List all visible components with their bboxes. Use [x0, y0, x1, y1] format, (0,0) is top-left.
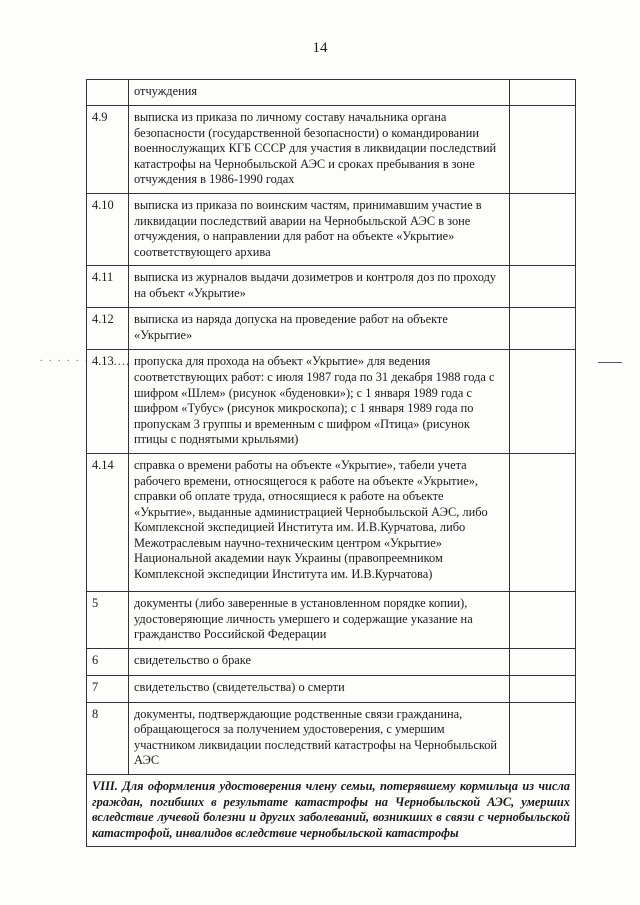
row-text: отчуждения	[129, 80, 510, 106]
row-mark-cell	[510, 80, 576, 106]
row-text: выписка из приказа по воинским частям, принимавшим участие в ликвидации последствий аварии на Чернобыльской АЭС в зоне отчуждения, о направлении для работ на объекте «Укрытие» соответствующего архива	[129, 193, 510, 265]
row-number: 4.14	[87, 453, 129, 591]
row-text: выписка из наряда допуска на проведение работ на объекте «Укрытие»	[129, 308, 510, 350]
table-row	[87, 453, 576, 591]
row-number	[87, 80, 129, 106]
row-number: 4.12	[87, 308, 129, 350]
margin-dots-mark: . . . . . .	[40, 353, 90, 364]
row-mark-cell	[510, 350, 576, 454]
row-number: 6	[87, 648, 129, 675]
table-row	[87, 193, 576, 265]
row-mark-cell	[510, 675, 576, 702]
row-number-text: 4.13	[92, 354, 114, 369]
table-row	[87, 266, 576, 308]
section-heading: VIII. Для оформления удостоверения члену семьи, потерявшему кормильца из числа граждан, погибших в результате катастрофы на Чернобыльской АЭС, умерших вследствие лучевой болезни и других заболеваний, возникших в связи с чернобыльской катастрофой, инвалидов вследствие чернобыльской катастрофы	[87, 775, 576, 847]
page-number: 14	[312, 40, 328, 56]
row-text: свидетельство о браке	[129, 648, 510, 675]
row-mark-cell	[510, 648, 576, 675]
row-number: 4.10	[87, 193, 129, 265]
row-mark-cell	[510, 591, 576, 648]
row-text: пропуска для прохода на объект «Укрытие» для ведения соответствующих работ: с июля 1987 года по 31 декабря 1988 года с шифром «Шлем» (рисунок «буденовки»); с 1 января 1989 года с шифром «Тубус» (рисунок микроскопа); с 1 января 1989 года по пропускам 3 группы и временным с шифром «Птица» (рисунок птицы с поднятыми крыльями)	[129, 350, 510, 454]
table-row	[87, 350, 576, 454]
row-number: 4.11	[87, 266, 129, 308]
row-mark-cell	[510, 702, 576, 774]
table-row	[87, 308, 576, 350]
row-mark-cell	[510, 193, 576, 265]
row-text: справка о времени работы на объекте «Укрытие», табели учета рабочего времени, относящегося к работе на объекте «Укрытие», справки об оплате труда, относящиеся к работе на объекте «Укрытие», выданные администрацией Чернобыльской АЭС, либо Комплексной экспедицией Института им. И.В.Курчатова, либо Межотраслевым научно-техническим центром «Укрытие» Национальной академии наук Украины (правопреемником Комплексной экспедиции Института им. И.В.Курчатова)	[129, 453, 510, 591]
row-mark-cell	[510, 266, 576, 308]
table-row	[87, 80, 576, 106]
table-row	[87, 648, 576, 675]
table-row	[87, 675, 576, 702]
row-number	[87, 350, 129, 454]
row-number: 4.9	[87, 106, 129, 194]
row-text: выписка из журналов выдачи дозиметров и контроля доз по проходу на объект «Укрытие»	[129, 266, 510, 308]
documents-table	[86, 79, 576, 847]
row-number: 5	[87, 591, 129, 648]
dot-leader: ....	[113, 354, 131, 369]
row-text: документы (либо заверенные в установленном порядке копии), удостоверяющие личность умершего и содержащие указание на гражданство Российской Федерации	[129, 591, 510, 648]
table-row	[87, 591, 576, 648]
row-number: 7	[87, 675, 129, 702]
row-mark-cell	[510, 453, 576, 591]
table-row	[87, 106, 576, 194]
row-text: выписка из приказа по личному составу начальника органа безопасности (государственной безопасности) о командировании военнослужащих КГБ СССР для участия в ликвидации последствий катастрофы на Чернобыльской АЭС и сроках пребывания в зоне отчуждения в 1986-1990 годах	[129, 106, 510, 194]
margin-dash-mark	[598, 362, 622, 363]
row-text: свидетельство (свидетельства) о смерти	[129, 675, 510, 702]
row-number: 8	[87, 702, 129, 774]
row-mark-cell	[510, 106, 576, 194]
table-row	[87, 702, 576, 774]
section-heading-row	[87, 775, 576, 847]
row-mark-cell	[510, 308, 576, 350]
row-text: документы, подтверждающие родственные связи гражданина, обращающегося за получением удостоверения, с умершим участником ликвидации последствий катастрофы на Чернобыльской АЭС	[129, 702, 510, 774]
